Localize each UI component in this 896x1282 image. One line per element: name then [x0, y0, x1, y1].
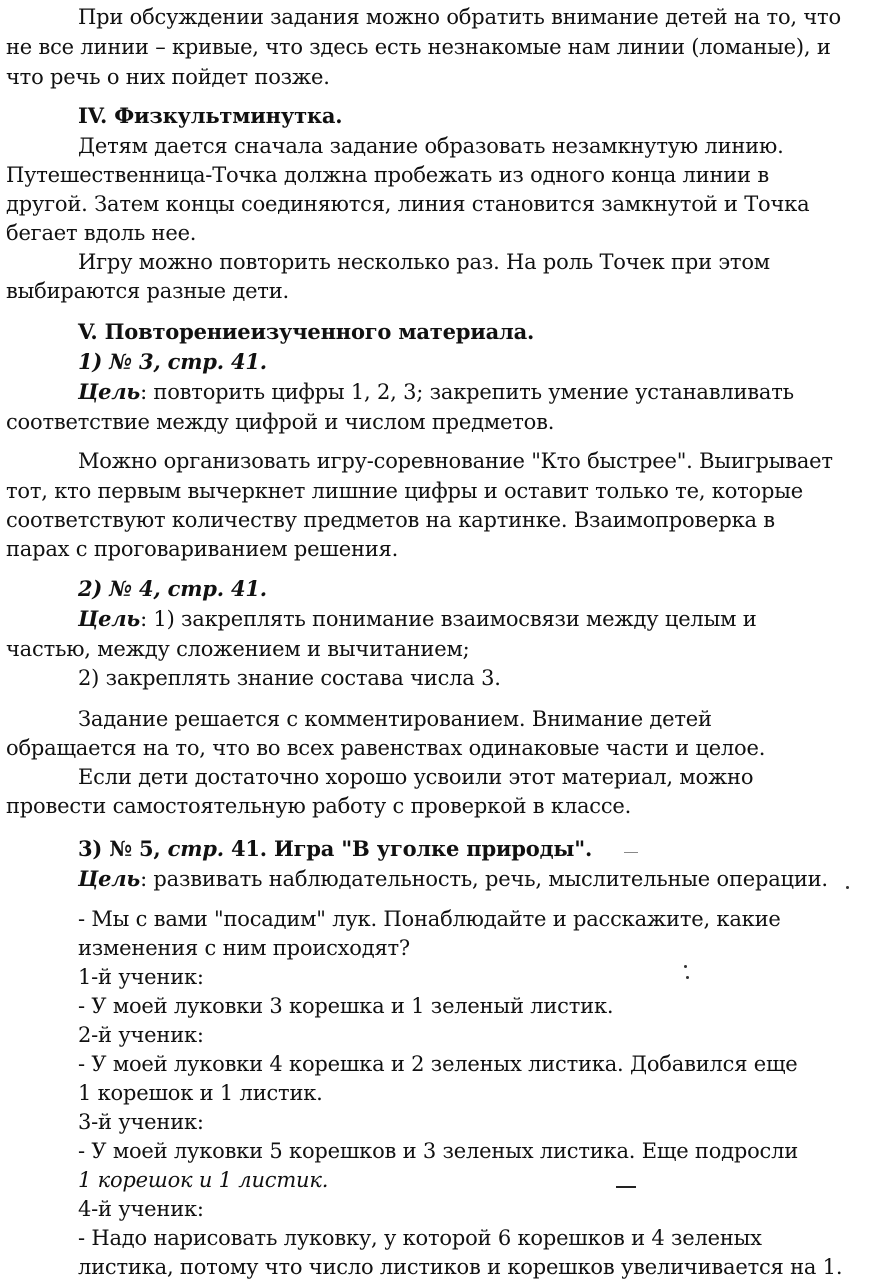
task-reference	[78, 834, 896, 864]
dialogue-line: листика, потому что число листиков и корешков увеличивается на 1.	[78, 1255, 843, 1279]
dialogue-line: 1 корешок и 1 листик.	[78, 1168, 329, 1192]
text-line: другой. Затем концы соединяются, линия становится замкнутой и Точка	[6, 192, 810, 216]
goal-line	[78, 604, 896, 634]
speaker-label: 3-й ученик:	[78, 1110, 204, 1134]
section-heading: IV. Физкультминутка.	[78, 103, 343, 128]
dialogue-line: - У моей луковки 5 корешков и 3 зеленых листика. Еще подросли	[78, 1139, 799, 1163]
text-line: провести самостоятельную работу с проверкой в классе.	[6, 794, 632, 818]
goal-label: Цель	[78, 866, 141, 891]
dialogue-line: 1 корешок и 1 листик.	[78, 1081, 323, 1105]
dialogue-line: изменения с ним происходят?	[78, 936, 410, 960]
dialogue-line: - Надо нарисовать луковку, у которой 6 корешков и 4 зеленых	[78, 1226, 762, 1250]
text-line: Если дети достаточно хорошо усвоили этот материал, можно	[78, 765, 754, 789]
text-line: Можно организовать игру-соревнование "Кто быстрее". Выигрывает	[78, 449, 833, 473]
text-line: Игру можно повторить несколько раз. На роль Точек при этом	[78, 250, 770, 274]
goal-text: : развивать наблюдательность, речь, мыслительные операции.	[140, 867, 828, 891]
text-line: 2) закреплять знание состава числа 3.	[78, 666, 501, 690]
text-line: соответствуют количеству предметов на картинке. Взаимопроверка в	[6, 508, 775, 532]
task-reference: 2) № 4, стр. 41.	[78, 576, 267, 601]
task-page-label: стр.	[167, 836, 224, 861]
text-line: парах с проговариванием решения.	[6, 537, 399, 561]
text-line: При обсуждении задания можно обратить внимание детей на то, что	[78, 5, 841, 29]
speaker-label: 2-й ученик:	[78, 1023, 204, 1047]
task-number: 3) № 5,	[78, 836, 168, 861]
task-title: 41. Игра "В уголке природы".	[223, 836, 593, 861]
scan-mark	[624, 852, 638, 853]
dialogue-line: - У моей луковки 3 корешка и 1 зеленый листик.	[78, 994, 614, 1018]
text-line: Путешественница-Точка должна пробежать из одного конца линии в	[6, 163, 769, 187]
task-reference: 1) № 3, стр. 41.	[78, 349, 267, 374]
speaker-label: 4-й ученик:	[78, 1197, 204, 1221]
scan-mark	[616, 1186, 636, 1188]
dialogue-line: - Мы с вами "посадим" лук. Понаблюдайте и расскажите, какие	[78, 907, 781, 931]
goal-label: Цель	[78, 606, 141, 631]
text-line: частью, между сложением и вычитанием;	[6, 637, 470, 661]
scan-speck	[686, 976, 689, 979]
dialogue-line: - У моей луковки 4 корешка и 2 зеленых листика. Добавился еще	[78, 1052, 798, 1076]
text-line: Задание решается с комментированием. Внимание детей	[78, 707, 712, 731]
goal-line	[78, 377, 896, 407]
goal-text: : 1) закреплять понимание взаимосвязи между целым и	[140, 607, 757, 631]
text-line: соответствие между цифрой и числом предметов.	[6, 410, 555, 434]
text-line: не все линии – кривые, что здесь есть незнакомые нам линии (ломаные), и	[6, 35, 831, 59]
text-line: обращается на то, что во всех равенствах одинаковые части и целое.	[6, 736, 766, 760]
goal-line	[78, 864, 896, 894]
goal-text: : повторить цифры 1, 2, 3; закрепить умение устанавливать	[140, 380, 794, 404]
scan-speck	[684, 965, 687, 968]
goal-label: Цель	[78, 379, 141, 404]
text-line: Детям дается сначала задание образовать незамкнутую линию.	[78, 134, 784, 158]
speaker-label: 1-й ученик:	[78, 965, 204, 989]
text-line: что речь о них пойдет позже.	[6, 65, 330, 89]
text-line: тот, кто первым вычеркнет лишние цифры и оставит только те, которые	[6, 479, 803, 503]
scan-speck	[846, 886, 849, 889]
section-heading: V. Повторениеизученного материала.	[78, 319, 535, 344]
text-line: бегает вдоль нее.	[6, 221, 197, 245]
text-line: выбираются разные дети.	[6, 279, 290, 303]
